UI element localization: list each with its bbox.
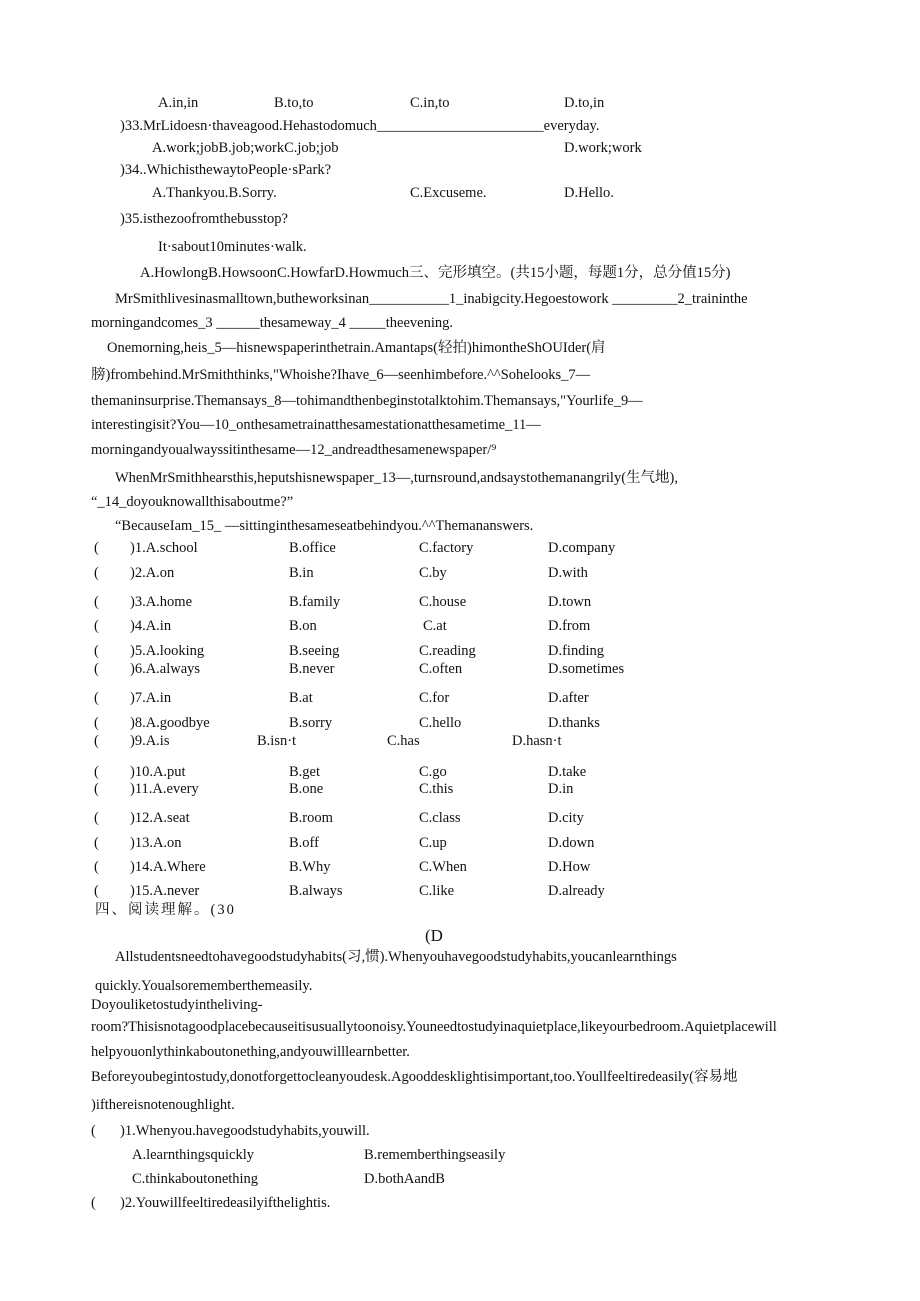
cloze-option-c: C.reading (419, 643, 476, 659)
cloze-option-d: D.down (548, 835, 595, 851)
answer-paren: ( (94, 883, 99, 899)
answer-paren: ( (94, 540, 99, 556)
cloze-option-a: )9.A.is (130, 733, 170, 749)
reading-option-a: A.learnthingsquickly (132, 1147, 255, 1163)
answer-paren: ( (94, 781, 99, 797)
cloze-option-c: C.has (387, 733, 420, 749)
question-33-option-d: D.work;work (564, 140, 642, 156)
option-c: C.in,to (410, 95, 450, 111)
answer-paren: ( (94, 690, 99, 706)
cloze-option-d: D.with (548, 565, 588, 581)
answer-paren: ( (94, 594, 99, 610)
reading-line: Doyouliketostudyintheliving- (91, 997, 263, 1013)
cloze-option-b: B.at (289, 690, 313, 706)
passage-line: morningandcomes_3 ______thesameway_4 _____theevening. (91, 315, 454, 331)
cloze-option-a: )11.A.every (130, 781, 199, 797)
cloze-option-c: C.hello (419, 715, 462, 731)
cloze-option-a: )13.A.on (130, 835, 182, 851)
cloze-option-b: B.never (289, 661, 335, 677)
cloze-option-b: B.one (289, 781, 324, 797)
answer-paren: ( (94, 859, 99, 875)
option-a: A.in,in (158, 95, 199, 111)
cloze-option-b: B.sorry (289, 715, 333, 731)
answer-paren: ( (94, 643, 99, 659)
cloze-option-d: D.hasn·t (512, 733, 562, 749)
cloze-option-c: C.by (419, 565, 447, 581)
cloze-option-a: )14.A.Where (130, 859, 206, 875)
section-heading: 四、阅读理解。(30 (95, 902, 236, 918)
cloze-option-c: C.class (419, 810, 461, 826)
cloze-option-c: C.this (419, 781, 454, 797)
cloze-option-c: C.often (419, 661, 463, 677)
passage-line: 膀)frombehind.MrSmiththinks,"Whoishe?Ihave_6—seenhimbefore.^^Sohelooks_7— (91, 367, 591, 383)
passage-label: (D (425, 926, 443, 945)
cloze-option-d: D.take (548, 764, 587, 780)
cloze-option-a: )5.A.looking (130, 643, 205, 659)
answer-paren: ( (94, 618, 99, 634)
cloze-option-d: D.company (548, 540, 616, 556)
answer-paren: ( (94, 733, 99, 749)
cloze-option-a: )8.A.goodbye (130, 715, 210, 731)
cloze-option-a: )12.A.seat (130, 810, 190, 826)
reading-line: Beforeyoubegintostudy,donotforgettocleanyoudesk.Agooddesklightisimportant,too.Youllfeeltiredeasily(容易地 (91, 1069, 738, 1085)
passage-line: Onemorning,heis_5—hisnewspaperinthetrain.Amantaps(轻拍)himontheShOUIder(肩 (107, 340, 606, 356)
question-33-options-abc: A.work;jobB.job;workC.job;job (152, 140, 339, 156)
question-34-options-ab: A.Thankyou.B.Sorry. (152, 185, 277, 201)
question-34-option-d: D.Hello. (564, 185, 614, 201)
cloze-option-a: )6.A.always (130, 661, 201, 677)
answer-paren: ( (94, 810, 99, 826)
cloze-option-c: C.like (419, 883, 455, 899)
cloze-option-b: B.seeing (289, 643, 340, 659)
cloze-option-c: C.for (419, 690, 450, 706)
reading-line: helpyouonlythinkaboutonething,andyouwilllearnbetter. (91, 1044, 410, 1060)
reading-question-1: )1.Whenyou.havegoodstudyhabits,youwill. (120, 1123, 370, 1139)
question-35-options-and-section-heading: A.HowlongB.HowsoonC.HowfarD.Howmuch三、完形填空。(共15小题，每题1分，总分值15分) (140, 265, 731, 281)
cloze-option-d: D.thanks (548, 715, 600, 731)
reading-question-2: )2.Youwillfeeltiredeasilyifthelightis. (120, 1195, 331, 1211)
answer-paren: ( (91, 1123, 96, 1139)
option-d: D.to,in (564, 95, 605, 111)
cloze-option-c: C.When (419, 859, 467, 875)
reading-option-c: C.thinkaboutonething (132, 1171, 259, 1187)
passage-line: WhenMrSmithhearsthis,heputshisnewspaper_13—,turnsround,andsaystothemanangrily(生气地), (115, 470, 678, 486)
cloze-option-d: D.from (548, 618, 591, 634)
cloze-option-a: )4.A.in (130, 618, 172, 634)
answer-paren: ( (94, 764, 99, 780)
passage-line: “_14_doyouknowallthisaboutme?” (91, 494, 294, 510)
cloze-option-a: )15.A.never (130, 883, 200, 899)
cloze-option-d: D.sometimes (548, 661, 625, 677)
cloze-option-d: D.after (548, 690, 589, 706)
cloze-option-b: B.office (289, 540, 336, 556)
answer-paren: ( (91, 1195, 96, 1211)
passage-line: morningandyoualwayssitinthesame—12_andreadthesamenewspaper/⁹ (91, 442, 497, 458)
cloze-option-a: )1.A.school (130, 540, 198, 556)
cloze-option-b: B.room (289, 810, 333, 826)
question-33: )33.MrLidoesn·thaveagood.Hehastodomuch_______________________everyday. (120, 118, 600, 134)
passage-line: interestingisit?You—10_onthesametrainatthesamestationatthesametime_11— (91, 417, 541, 433)
cloze-option-c: C.go (419, 764, 447, 780)
cloze-option-c: C.up (419, 835, 447, 851)
cloze-option-d: D.in (548, 781, 574, 797)
answer-paren: ( (94, 835, 99, 851)
cloze-option-b: B.get (289, 764, 321, 780)
question-34: )34..WhichisthewaytoPeople·sPark? (120, 162, 332, 178)
cloze-option-d: D.town (548, 594, 592, 610)
cloze-option-d: D.already (548, 883, 605, 899)
cloze-option-d: D.finding (548, 643, 604, 659)
cloze-option-a: )10.A.put (130, 764, 186, 780)
cloze-option-b: B.family (289, 594, 341, 610)
passage-line: “BecauseIam_15_ —sittinginthesameseatbehindyou.^^Themananswers. (115, 518, 534, 534)
answer-paren: ( (94, 565, 99, 581)
cloze-option-c: C.factory (419, 540, 474, 556)
cloze-option-d: D.How (548, 859, 591, 875)
question-35-reply: It·sabout10minutes·walk. (158, 239, 307, 255)
passage-line: themaninsurprise.Themansays_8—tohimandthenbeginstotalktohim.Themansays,"Yourlife_9— (91, 393, 643, 409)
question-34-option-c: C.Excuseme. (410, 185, 487, 201)
reading-line: )ifthereisnotenoughlight. (91, 1097, 235, 1113)
reading-line: room?Thisisnotagoodplacebecauseitisusuallytoonoisy.Youneedtostudyinaquietplace,likeyourbedroom.Aquietplacewill (91, 1019, 777, 1035)
question-35: )35.isthezoofromthebusstop? (120, 211, 288, 227)
cloze-option-d: D.city (548, 810, 584, 826)
cloze-option-b: B.in (289, 565, 314, 581)
cloze-option-b: B.on (289, 618, 317, 634)
cloze-option-b: B.always (289, 883, 343, 899)
cloze-option-a: )7.A.in (130, 690, 172, 706)
reading-line: Allstudentsneedtohavegoodstudyhabits(习,惯).Whenyouhavegoodstudyhabits,youcanlearnthings (115, 949, 677, 965)
cloze-option-a: )2.A.on (130, 565, 175, 581)
reading-option-b: B.rememberthingseasily (364, 1147, 506, 1163)
cloze-option-b: B.Why (289, 859, 331, 875)
cloze-option-c: C.at (423, 618, 447, 634)
reading-option-d: D.bothAandB (364, 1171, 445, 1187)
answer-paren: ( (94, 661, 99, 677)
cloze-option-b: B.off (289, 835, 319, 851)
cloze-option-a: )3.A.home (130, 594, 193, 610)
cloze-option-b: B.isn·t (257, 733, 297, 749)
reading-line: quickly.Youalsorememberthemeasily. (95, 978, 313, 994)
answer-paren: ( (94, 715, 99, 731)
cloze-option-c: C.house (419, 594, 467, 610)
passage-line: MrSmithlivesinasmalltown,butheworksinan___________1_inabigcity.Hegoestowork _________2_traininthe (115, 291, 748, 307)
option-b: B.to,to (274, 95, 314, 111)
